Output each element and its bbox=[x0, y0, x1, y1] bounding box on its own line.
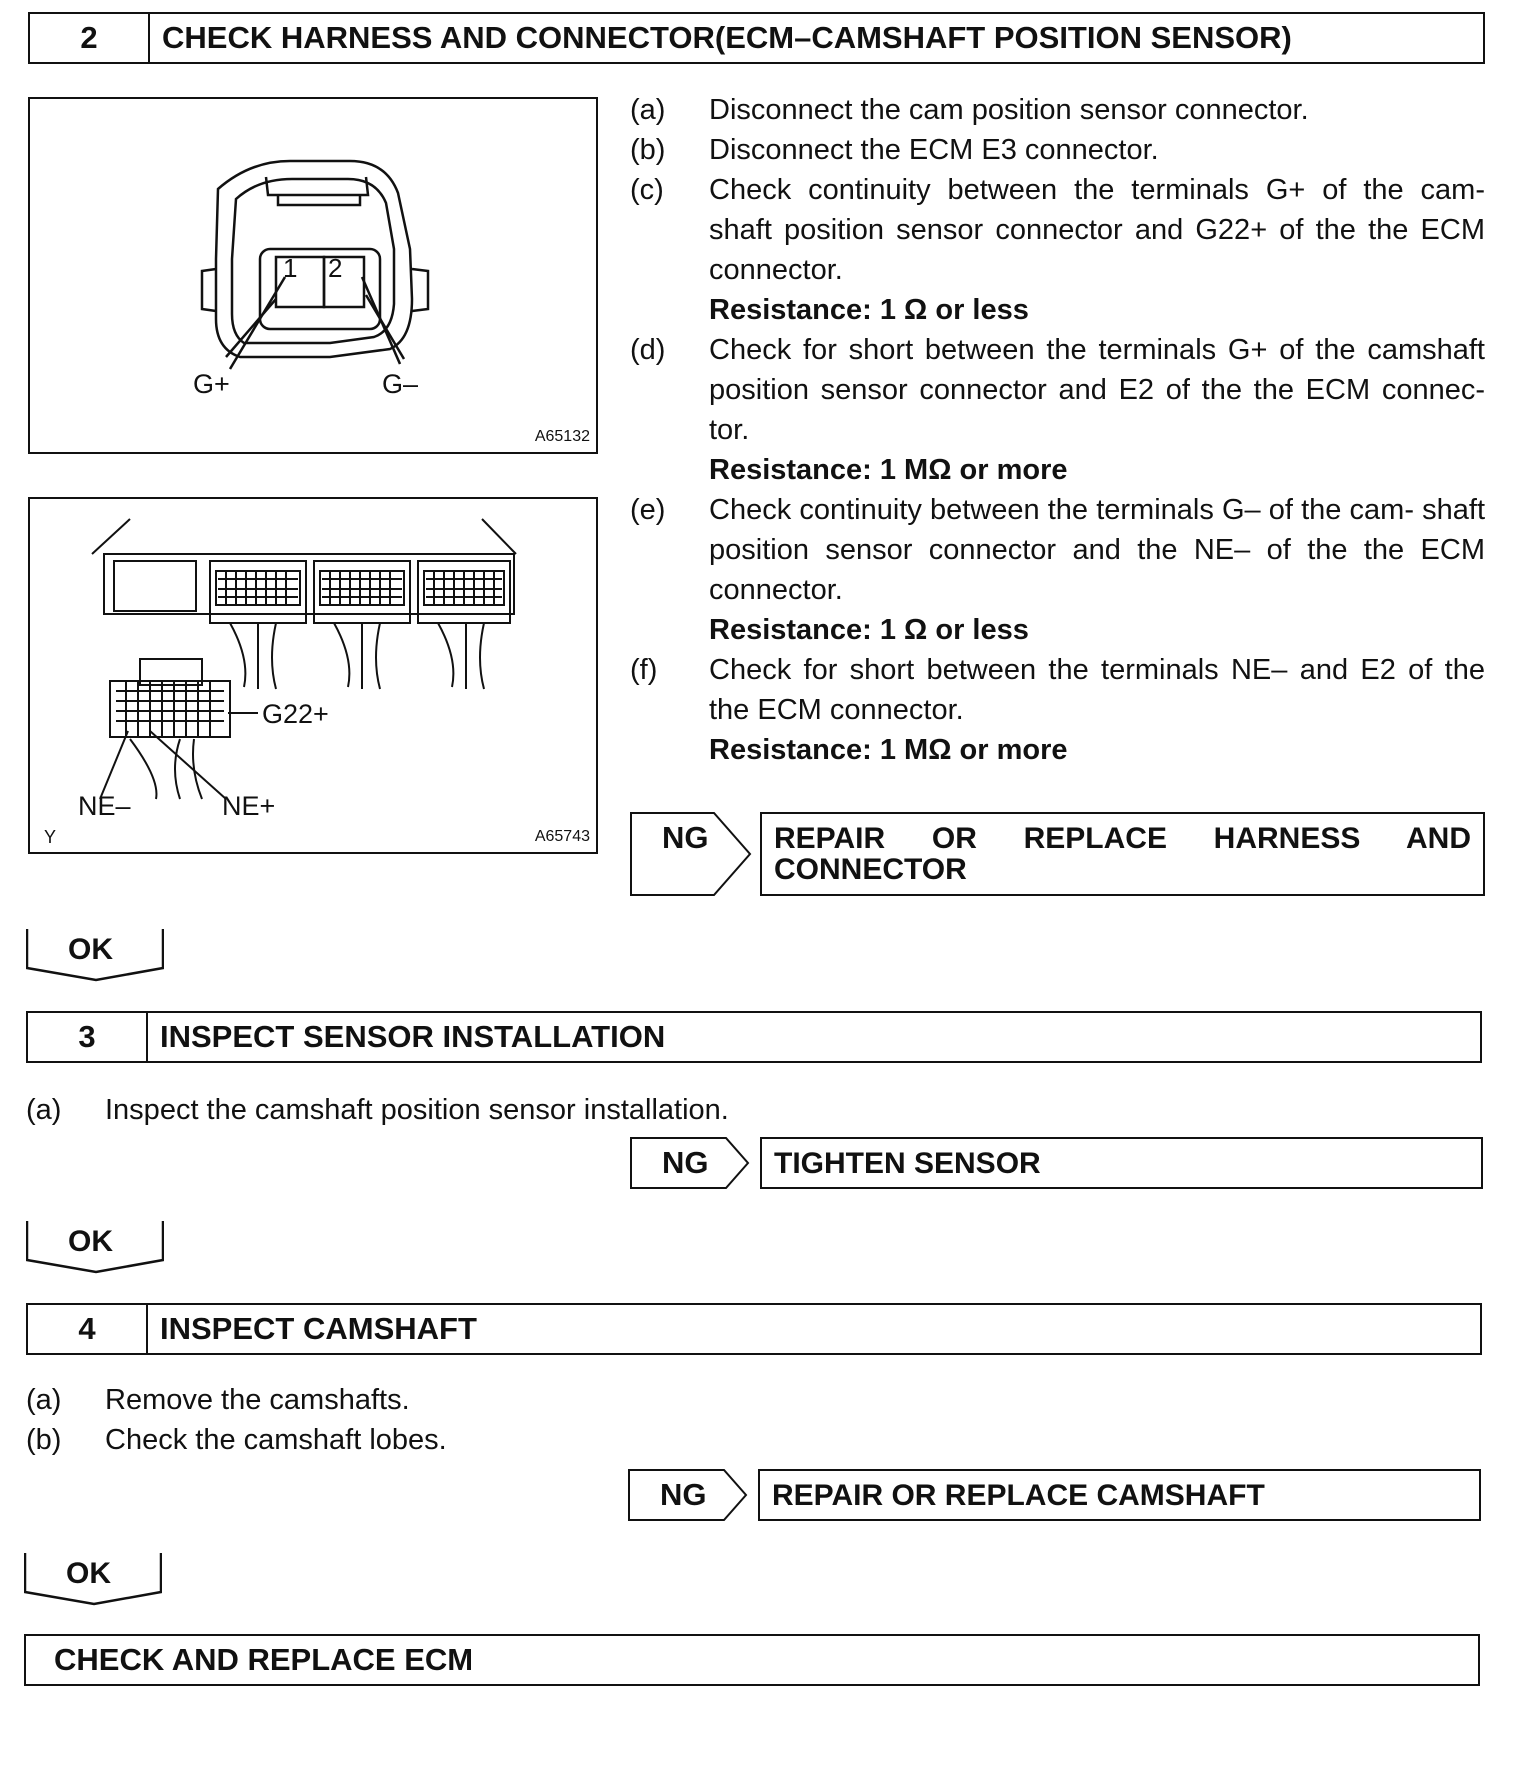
figure-code: A65743 bbox=[534, 828, 590, 845]
sensor-connector-drawing bbox=[30, 99, 596, 452]
item-text: Check for short between the terminals NE– and E2 of the the ECM connector. bbox=[709, 654, 1485, 726]
ok-label: OK bbox=[66, 1557, 111, 1590]
ng-action-line-1: REPAIR OR REPLACE HARNESS AND bbox=[774, 822, 1471, 855]
resistance-spec: Resistance: 1 MΩ or more bbox=[709, 454, 1068, 486]
step-4-instructions bbox=[26, 1380, 926, 1460]
instruction-item bbox=[26, 1380, 926, 1420]
ng-label: NG bbox=[662, 1145, 709, 1180]
step-title: INSPECT SENSOR INSTALLATION bbox=[160, 1019, 666, 1054]
instruction-item bbox=[630, 650, 1485, 730]
item-label: (b) bbox=[26, 1424, 62, 1456]
instruction-item bbox=[26, 1420, 926, 1460]
item-label: (a) bbox=[26, 1384, 62, 1416]
g22-plus-label: G22+ bbox=[262, 699, 329, 729]
ok-tag bbox=[24, 1552, 162, 1606]
instruction-item bbox=[26, 1090, 926, 1130]
step-4-header bbox=[26, 1303, 1482, 1355]
item-label: (a) bbox=[26, 1094, 62, 1126]
item-label: (c) bbox=[630, 174, 664, 206]
figure-code: A65132 bbox=[534, 428, 590, 445]
figure-corner-letter: Y bbox=[44, 827, 57, 847]
ng-action-box bbox=[760, 812, 1485, 896]
ng-arrow bbox=[630, 1137, 752, 1189]
g-minus-label: G– bbox=[382, 369, 419, 399]
item-text: Disconnect the ECM E3 connector. bbox=[709, 134, 1159, 166]
item-text: Check for short between the terminals G+ of the camshaft position sensor connector and E2 of the the ECM connec- tor. bbox=[709, 334, 1485, 446]
step-2-ng-result bbox=[630, 812, 1485, 896]
ok-tag bbox=[26, 928, 164, 982]
item-label: (b) bbox=[630, 134, 666, 166]
ecm-connector-figure bbox=[28, 497, 598, 854]
instruction-item bbox=[630, 170, 1485, 290]
sensor-connector-figure bbox=[28, 97, 598, 454]
step-3-header bbox=[26, 1011, 1482, 1063]
item-text: Remove the camshafts. bbox=[105, 1384, 410, 1416]
ng-action-box: TIGHTEN SENSOR bbox=[760, 1137, 1483, 1189]
ng-action-box: REPAIR OR REPLACE CAMSHAFT bbox=[758, 1469, 1481, 1521]
g-plus-label: G+ bbox=[193, 369, 230, 399]
ng-action-line-2: CONNECTOR bbox=[774, 853, 967, 886]
item-text: Inspect the camshaft position sensor installation. bbox=[105, 1094, 729, 1126]
final-action-title: CHECK AND REPLACE ECM bbox=[54, 1642, 474, 1677]
step-title: INSPECT CAMSHAFT bbox=[160, 1311, 477, 1346]
step-2-header bbox=[28, 12, 1485, 64]
resistance-spec: Resistance: 1 Ω or less bbox=[709, 614, 1029, 646]
resistance-spec: Resistance: 1 Ω or less bbox=[709, 294, 1029, 326]
pin-1-label: 1 bbox=[283, 253, 298, 283]
step-number: 4 bbox=[28, 1305, 148, 1353]
step-number: 3 bbox=[28, 1013, 148, 1061]
ok-label: OK bbox=[68, 933, 113, 966]
resistance-spec: Resistance: 1 MΩ or more bbox=[709, 734, 1068, 766]
step-3-ng-result bbox=[630, 1137, 1483, 1189]
instruction-item bbox=[630, 330, 1485, 450]
ok-label: OK bbox=[68, 1225, 113, 1258]
item-text: Check continuity between the terminals G– of the cam- shaft position sensor connector and the NE– of the the ECM connector. bbox=[709, 494, 1485, 606]
pin-2-label: 2 bbox=[328, 253, 343, 283]
item-label: (a) bbox=[630, 94, 666, 126]
ng-label: NG bbox=[662, 820, 709, 855]
instruction-item bbox=[630, 490, 1485, 610]
instruction-item bbox=[630, 90, 1485, 130]
step-title: CHECK HARNESS AND CONNECTOR(ECM–CAMSHAFT POSITION SENSOR) bbox=[162, 20, 1292, 55]
ne-plus-label: NE+ bbox=[222, 791, 276, 821]
item-text: Disconnect the cam position sensor connector. bbox=[709, 94, 1309, 126]
ok-tag bbox=[26, 1220, 164, 1274]
step-2-instructions bbox=[630, 90, 1485, 770]
ng-arrow bbox=[630, 812, 752, 896]
final-action-box bbox=[24, 1634, 1480, 1686]
instruction-item bbox=[630, 130, 1485, 170]
item-label: (f) bbox=[630, 654, 658, 686]
step-number: 2 bbox=[30, 14, 150, 62]
item-text: Check the camshaft lobes. bbox=[105, 1424, 447, 1456]
item-label: (e) bbox=[630, 494, 666, 526]
item-text: Check continuity between the terminals G+ of the cam- shaft position sensor connector and G22+ of the the ECM connector. bbox=[709, 174, 1485, 286]
ne-minus-label: NE– bbox=[78, 791, 131, 821]
ng-label: NG bbox=[660, 1477, 707, 1512]
step-4-ng-result bbox=[628, 1469, 1481, 1521]
ng-arrow bbox=[628, 1469, 750, 1521]
item-label: (d) bbox=[630, 334, 666, 366]
